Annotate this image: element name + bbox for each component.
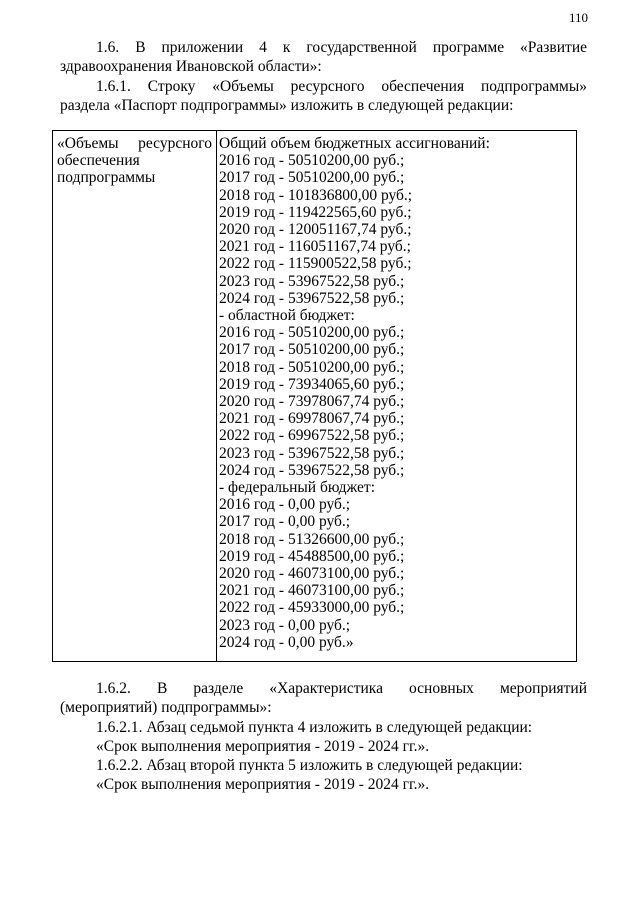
- intro-line-2: здравоохранения Ивановской области»:: [60, 58, 322, 75]
- after-line-5: 1.6.2.2. Абзац второй пункта 5 изложить в следующей редакции:: [96, 757, 523, 774]
- funding-line: 2018 год - 50510200,00 руб.;: [219, 358, 405, 376]
- funding-line: 2020 год - 120051167,74 руб.;: [219, 221, 412, 239]
- funding-line: 2023 год - 53967522,58 руб.;: [219, 444, 405, 462]
- funding-line: 2017 год - 0,00 руб.;: [219, 513, 351, 531]
- table-divider: [216, 131, 217, 661]
- funding-line: 2022 год - 69967522,58 руб.;: [219, 427, 405, 445]
- funding-line: 2019 год - 73934065,60 руб.;: [219, 375, 405, 393]
- after-line-1: 1.6.2. В разделе «Характеристика основных мероприятий: [96, 680, 587, 697]
- intro-line-1: 1.6. В приложении 4 к государственной программе «Развитие: [96, 39, 587, 56]
- table-right-cell: [219, 135, 571, 651]
- after-line-2: (мероприятий) подпрограммы»:: [60, 699, 272, 716]
- funding-line: 2023 год - 53967522,58 руб.;: [219, 272, 405, 290]
- funding-line: 2016 год - 0,00 руб.;: [219, 496, 351, 514]
- funding-line: 2017 год - 50510200,00 руб.;: [219, 169, 405, 187]
- funding-line: 2024 год - 53967522,58 руб.;: [219, 289, 405, 307]
- intro-line-4: раздела «Паспорт подпрограммы» изложить в следующей редакции:: [60, 97, 514, 114]
- after-line-6: «Срок выполнения мероприятия - 2019 - 2024 гг.».: [96, 776, 430, 793]
- funding-line: 2023 год - 0,00 руб.;: [219, 616, 351, 634]
- left-line: обеспечения: [57, 152, 140, 169]
- funding-line: - областной бюджет:: [219, 307, 355, 325]
- funding-line: 2016 год - 50510200,00 руб.;: [219, 152, 405, 170]
- funding-line: 2018 год - 101836800,00 руб.;: [219, 186, 413, 204]
- funding-line: 2021 год - 116051167,74 руб.;: [219, 238, 411, 256]
- after-line-3: 1.6.2.1. Абзац седьмой пункта 4 изложить в следующей редакции:: [96, 719, 533, 736]
- resource-table: [52, 130, 577, 662]
- funding-line: 2017 год - 50510200,00 руб.;: [219, 341, 405, 359]
- funding-line: 2021 год - 69978067,74 руб.;: [219, 410, 405, 428]
- funding-line: 2018 год - 51326600,00 руб.;: [219, 530, 405, 548]
- page-number: 110: [568, 10, 588, 25]
- funding-line: 2024 год - 0,00 руб.»: [219, 633, 354, 651]
- funding-line: 2019 год - 119422565,60 руб.;: [219, 203, 412, 221]
- funding-line: - федеральный бюджет:: [219, 479, 375, 497]
- funding-line: 2020 год - 73978067,74 руб.;: [219, 393, 405, 411]
- table-left-cell: [57, 135, 212, 186]
- left-line: «Объемы ресурсного: [57, 135, 212, 152]
- funding-line: 2021 год - 46073100,00 руб.;: [219, 582, 405, 600]
- after-line-4: «Срок выполнения мероприятия - 2019 - 2024 гг.».: [96, 738, 430, 755]
- funding-line: Общий объем бюджетных ассигнований:: [219, 135, 490, 152]
- funding-line: 2016 год - 50510200,00 руб.;: [219, 324, 405, 342]
- funding-line: 2022 год - 45933000,00 руб.;: [219, 599, 405, 617]
- intro-line-3: 1.6.1. Строку «Объемы ресурсного обеспечения подпрограммы»: [96, 78, 587, 95]
- funding-line: 2019 год - 45488500,00 руб.;: [219, 547, 405, 565]
- funding-line: 2022 год - 115900522,58 руб.;: [219, 255, 412, 273]
- funding-line: 2024 год - 53967522,58 руб.;: [219, 461, 405, 479]
- left-line: подпрограммы: [57, 169, 156, 186]
- funding-line: 2020 год - 46073100,00 руб.;: [219, 565, 405, 583]
